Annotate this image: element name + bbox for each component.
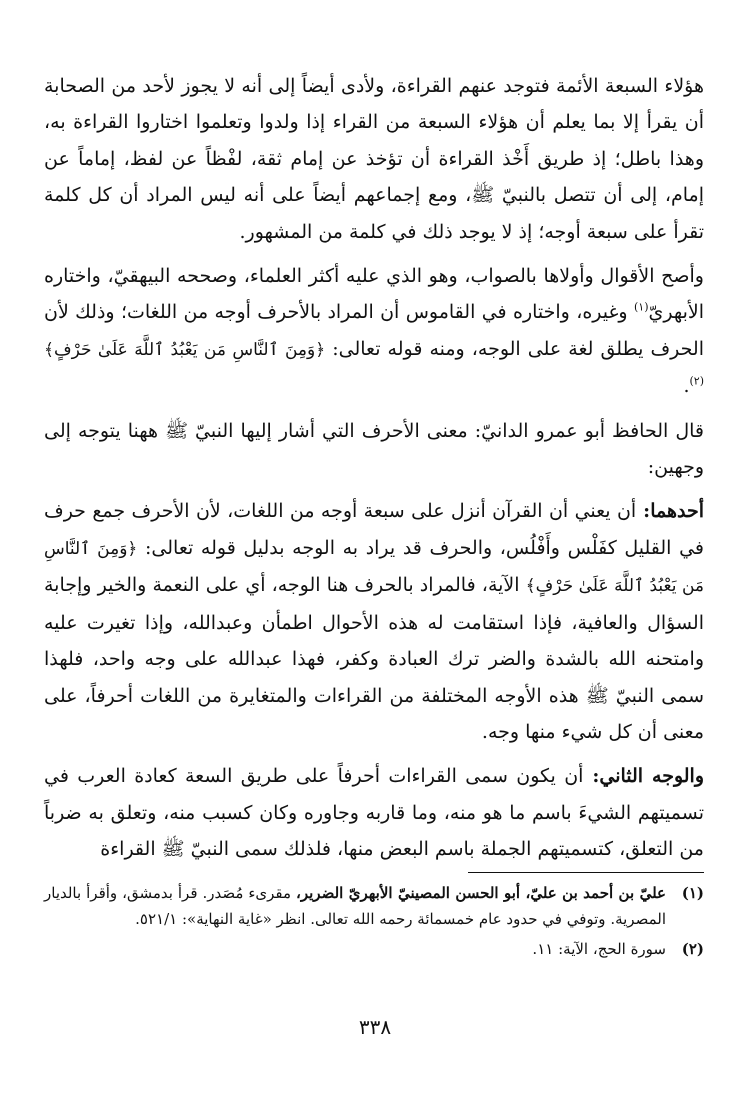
- paragraph-5: [44, 758, 704, 867]
- footnote-1: [44, 880, 704, 932]
- paragraph-1-text: هؤلاء السبعة الأئمة فتوجد عنهم القراءة، ولأدى أيضاً إلى أنه لا يجوز لأحد من الصحابة أن يقرأ إلا بما يعلم أن هؤلاء السبعة من القراء إذا ولدوا وتعلموا اختاروا القراءة به، وهذا باطل؛ إذ طريق أَخْذ القراءة أن تؤخذ عن إمام ثقة، لفْظاً عن لفظ، إماماً عن إمام، إلى أن تتصل بالنبيّ ﷺ، ومع إجماعهم أيضاً على أنه ليس المراد أن كل كلمة تقرأ على سبعة أوجه؛ إذ لا يوجد ذلك في كلمة من المشهور.: [44, 75, 704, 243]
- footnote-2-text: سورة الحج، الآية: ١١.: [532, 940, 666, 958]
- footnote-2-number: (٢): [681, 940, 704, 958]
- paragraph-5-text: أن يكون سمى القراءات أحرفاً على طريق السعة كعادة العرب في تسميتهم الشيءَ باسم ما هو منه، وما قاربه وجاوره وكان كسبب منه، وتعلق به ضرباً من التعلق، كتسميتهم الجملة باسم البعض منها، فلذلك سمى النبيّ ﷺ القراءة: [44, 765, 704, 861]
- page-number: ٣٣٨: [358, 1015, 392, 1039]
- paragraph-4: [44, 493, 704, 750]
- footnote-2: [44, 936, 704, 962]
- paragraph-1: [44, 68, 704, 250]
- paragraph-4-text-before: أن يعني أن القرآن أنزل على سبعة أوجه من اللغات، لأن الأحرف جمع حرف في القليل كفَلْس وأَفْلُس، والحرف قد يراد به الوجه بدليل قوله تعالى:: [44, 500, 704, 559]
- paragraph-4-text-after: الآية، فالمراد بالحرف هنا الوجه، أي على النعمة والخير وإجابة السؤال والعافية، فإذا استقامت له هذه الأحوال اطمأن وعبدالله، وإذا تغيرت عليه وامتحنه الله بالشدة والضر ترك العبادة وكفر، فهذا عبدالله على وجه واحد، فلهذا سمى النبيّ ﷺ هذه الأوجه المختلفة من القراءات والمتغايرة من اللغات أحرفاً، على معنى أن كل شيء منها وجه.: [44, 574, 704, 743]
- paragraph-3: [44, 413, 704, 486]
- paragraph-2-text-before: وأصح الأقوال وأولاها بالصواب، وهو الذي عليه أكثر العلماء، وصححه البيهقيّ، واختاره الأبهريّ: [44, 265, 704, 324]
- paragraph-2-text-middle: وغيره، واختاره في القاموس أن المراد بالأحرف أوجه من اللغات؛ وذلك لأن الحرف يطلق لغة على الوجه، ومنه قوله تعالى:: [44, 301, 705, 360]
- paragraph-2: [44, 258, 704, 405]
- paragraph-4-lead: أحدهما:: [636, 500, 704, 523]
- paragraph-3-text: قال الحافظ أبو عمرو الدانيّ: معنى الأحرف التي أشار إليها النبيّ ﷺ ههنا يتوجه إلى وجهين:: [44, 419, 704, 479]
- footnotes: [44, 880, 704, 966]
- main-text: [44, 68, 704, 868]
- quran-verse: ﴿وَمِنَ ٱلنَّاسِ مَن يَعْبُدُ ٱللَّهَ عَلَىٰ حَرْفٍ﴾: [44, 339, 326, 360]
- footnote-1-name: عليّ بن أحمد بن عليّ، أبو الحسن المصينيّ الأبهريّ الضرير،: [296, 884, 666, 902]
- quran-verse-2: ﴿وَمِنَ ٱلنَّاسِ مَن يَعْبُدُ ٱللَّهَ عَلَىٰ حَرْفٍ﴾: [44, 538, 704, 597]
- footnote-divider: [468, 872, 704, 873]
- paragraph-5-lead: والوجه الثاني:: [583, 765, 705, 788]
- footnote-marker-1[interactable]: (١): [633, 301, 649, 315]
- footnote-1-number: (١): [681, 884, 704, 902]
- footnote-marker-2[interactable]: (٢): [689, 374, 704, 388]
- paragraph-2-text-after: .: [683, 375, 690, 398]
- footnote-1-text: مقرىء مُصَدر. قرأ بدمشق، وأقرأ بالديار المصرية. وتوفي في حدود عام خمسمائة رحمه الله تعالى. انظر «غاية النهاية»: ٥٢١/١.: [44, 884, 666, 928]
